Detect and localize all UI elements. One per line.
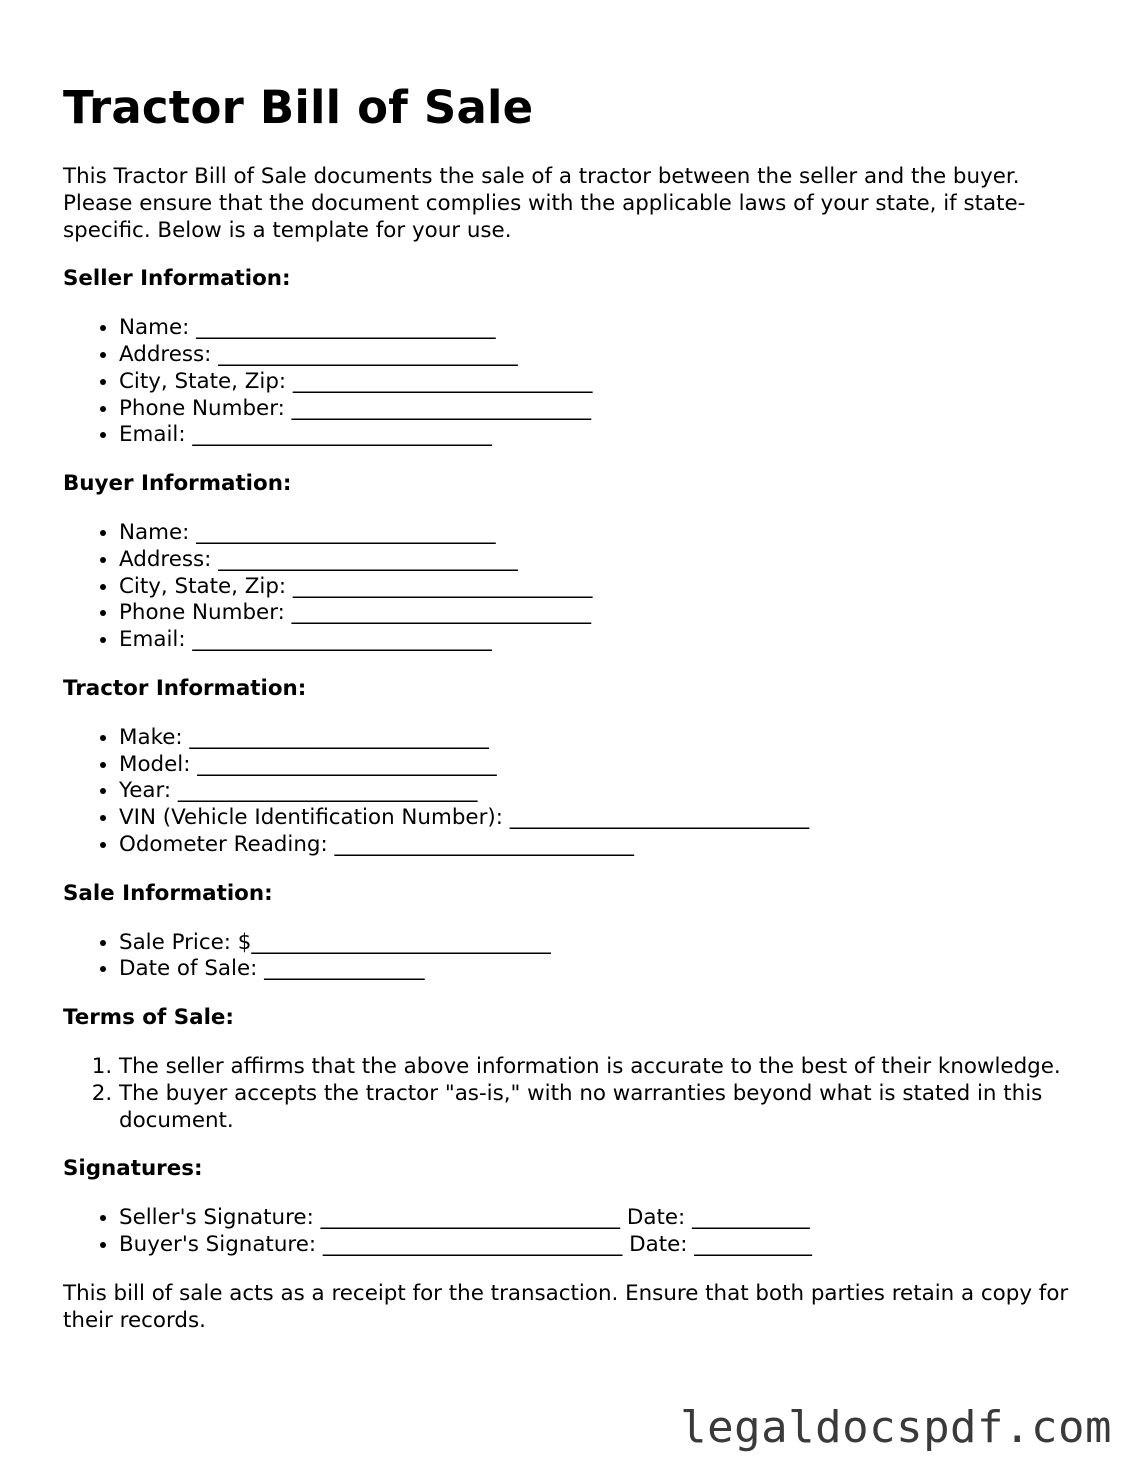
tractor-year-field: • Year: ____________________________ [119,778,1093,805]
seller-list [63,315,1093,449]
sale-price-field: • Sale Price: $____________________________ [119,930,1093,957]
seller-heading: Seller Information: [63,266,291,292]
intro-paragraph: This Tractor Bill of Sale documents the sale of a tractor between the seller and the buyer. Please ensure that the document complies with the applicable laws of your state, if state-specific. Below is a template for your use. [63,164,1026,243]
tractor-odometer-field: • Odometer Reading: ____________________________ [119,832,1093,859]
buyer-list [63,520,1093,654]
tractor-make-field: • Make: ____________________________ [119,725,1093,752]
terms-list [63,1054,1093,1134]
sale-heading: Sale Information: [63,880,273,906]
buyer-address-field: • Address: ____________________________ [119,547,1093,574]
tractor-model-field: • Model: ____________________________ [119,752,1093,779]
seller-email-field: • Email: ____________________________ [119,422,1093,449]
tractor-list [63,725,1093,859]
closing-paragraph: This bill of sale acts as a receipt for the transaction. Ensure that both parties retain a copy for their records. [63,1280,1069,1333]
sale-list [63,930,1093,984]
buyer-name-field: • Name: ____________________________ [119,520,1093,547]
seller-name-field: • Name: ____________________________ [119,315,1093,342]
buyer-city-state-zip-field: • City, State, Zip: ____________________________ [119,574,1093,601]
signatures-heading: Signatures: [63,1156,203,1182]
signatures-list [63,1205,1093,1259]
seller-city-state-zip-field: • City, State, Zip: ____________________________ [119,369,1093,396]
page-title: Tractor Bill of Sale [63,81,534,134]
seller-address-field: • Address: ____________________________ [119,342,1093,369]
buyer-heading: Buyer Information: [63,471,292,497]
term-item: 1. The seller affirms that the above information is accurate to the best of their knowledge. [119,1054,1093,1081]
tractor-vin-field: • VIN (Vehicle Identification Number): ____________________________ [119,805,1093,832]
buyer-signature-line: • Buyer's Signature: ____________________________ Date: ___________ [119,1232,1093,1259]
buyer-phone-field: • Phone Number: ____________________________ [119,600,1093,627]
term-item: 2. The buyer accepts the tractor "as-is," with no warranties beyond what is stated in this document. [119,1081,1093,1135]
seller-signature-line: • Seller's Signature: ____________________________ Date: ___________ [119,1205,1093,1232]
tractor-heading: Tractor Information: [63,675,307,701]
sale-date-field: • Date of Sale: _______________ [119,956,1093,983]
buyer-email-field: • Email: ____________________________ [119,627,1093,654]
document [63,78,1093,1334]
watermark: legaldocspdf.com [680,1402,1112,1453]
terms-heading: Terms of Sale: [63,1005,234,1031]
seller-phone-field: • Phone Number: ____________________________ [119,396,1093,423]
